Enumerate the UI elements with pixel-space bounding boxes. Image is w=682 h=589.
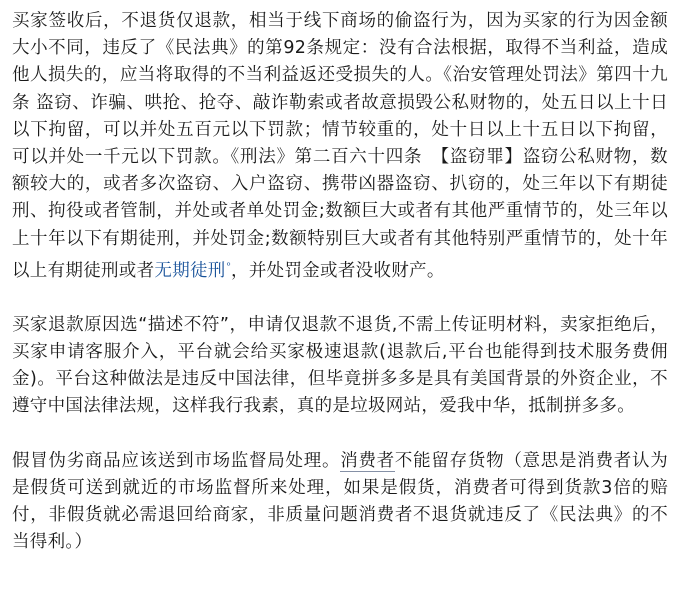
paragraph-text: 买家退款原因选“描述不符”，申请仅退款不退货,不需上传证明材料，卖家拒绝后，买家申请客服介入，平台就会给买家极速退款(退款后,平台也能得到技术服务费佣金)。平台这种做法是违反中国法律，但毕竟拼多多是具有美国背景的外资企业，不遵守中国法律法规，这样我行我素，真的是垃圾网站，爱我中华，抵制拼多多。 <box>12 314 668 417</box>
search-icon: ᵒ <box>226 260 232 272</box>
keyword-link-life-imprisonment[interactable] <box>154 261 231 281</box>
paragraph-text: ，并处罚金或者没收财产。 <box>231 260 445 281</box>
keyword-link-consumer[interactable]: 消费者 <box>340 450 395 471</box>
paragraph-text: 不能留存货物（意思是消费者认为是假货可送到就近的市场监督所来处理，如果是假货，消费者可得到货款3倍的赔付，非假货就必需退回给商家，非质量问题消费者不退货就违反了《民法典》的不当得利。） <box>12 450 668 553</box>
paragraph-text: 买家签收后，不退货仅退款，相当于线下商场的偷盗行为，因为买家的行为因金额大小不同，违反了《民法典》的第92条规定：没有合法根据，取得不当利益，造成他人损失的，应当将取得的不当利益返还受损失的人。《治安管理处罚法》第四十九条 盗窃、诈骗、哄抢、抢夺、敲诈勒索或者故意损毁公私财物的，处五日以上十日以下拘留，可以并处五百元以下罚款；情节较重的，处十日以上十五日以下拘留，可以并处一千元以下罚款。《刑法》第二百六十四条 【盗窃罪】盗窃公私财物，数额较大的，或者多次盗窃、入户盗窃、携带凶器盗窃、扒窃的，处三年以下有期徒刑、拘役或者管制，并处或者单处罚金;数额巨大或者有其他严重情节的，处三年以上十年以下有期徒刑，并处罚金;数额特别巨大或者有其他特别严重情节的，处十年以上有期徒刑或者 <box>12 11 668 281</box>
paragraph-refund-process <box>12 312 668 421</box>
paragraph-legal-analysis <box>12 8 668 285</box>
link-text: 无期徒刑 <box>154 260 226 281</box>
paragraph-counterfeit-handling <box>12 448 668 557</box>
paragraph-text: 假冒伪劣商品应该送到市场监督局处理。 <box>12 450 341 471</box>
